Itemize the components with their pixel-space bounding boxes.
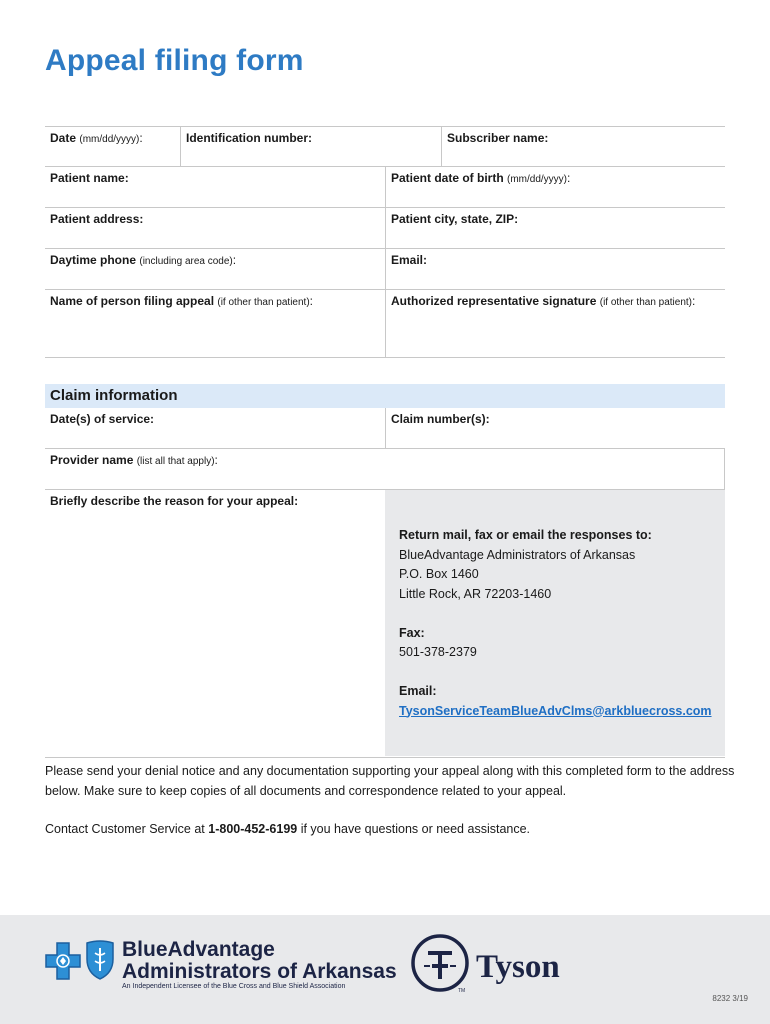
identification-number-field[interactable] [180, 127, 441, 167]
patient-name-field[interactable] [45, 167, 385, 208]
fax-number: 501-378-2379 [399, 645, 477, 659]
filer-name-colon: : [309, 294, 313, 308]
patient-dob-colon: : [567, 171, 571, 185]
contact-before: Contact Customer Service at [45, 822, 209, 836]
return-email-link[interactable]: TysonServiceTeamBlueAdvClms@arkbluecross.com [399, 703, 712, 718]
signature-hint: (if other than patient) [599, 297, 693, 308]
blueadvantage-logo-text [122, 939, 397, 983]
return-org: BlueAdvantage Administrators of Arkansas [399, 547, 636, 562]
signature-field[interactable] [385, 290, 725, 357]
return-address-panel [385, 490, 725, 756]
fax-label: Fax: [399, 625, 425, 640]
patient-city-field[interactable] [385, 208, 725, 249]
patient-name-label: Patient name: [50, 171, 129, 185]
patient-dob-label: Patient date of birth [391, 171, 504, 185]
page-title: Appeal filing form [45, 44, 304, 77]
contact-after: if you have questions or need assistance. [297, 822, 531, 836]
appeal-reason-label: Briefly describe the reason for your appeal: [50, 494, 299, 508]
customer-service-phone[interactable]: 1-800-452-6199 [208, 822, 298, 836]
patient-address-label: Patient address: [50, 212, 144, 226]
subscriber-name-label: Subscriber name: [447, 131, 549, 145]
patient-city-label: Patient city, state, ZIP: [391, 212, 519, 226]
claim-numbers-label: Claim number(s): [391, 412, 490, 426]
identification-number-label: Identification number: [186, 131, 312, 145]
return-heading: Return mail, fax or email the responses to: [399, 528, 652, 542]
patient-dob-hint: (mm/dd/yyyy) [507, 174, 568, 185]
appeal-reason-field[interactable] [45, 490, 385, 757]
footer [0, 915, 770, 1024]
daytime-phone-hint: (including area code) [139, 256, 233, 267]
form-row-address [45, 207, 725, 249]
tyson-wordmark: Tyson [476, 949, 560, 985]
date-colon: : [139, 131, 143, 145]
form-row-patient [45, 166, 725, 208]
tyson-logo-icon [410, 933, 470, 993]
provider-name-colon: : [214, 453, 218, 467]
claim-section-heading: Claim information [45, 384, 725, 408]
form-row-claim [45, 408, 725, 448]
ba-line-2: Administrators of Arkansas [122, 960, 397, 983]
email-field[interactable] [385, 249, 725, 290]
instructions-text: Please send your denial notice and any documentation supporting your appeal along with this completed form to the address below. Make sure to keep copies of all documents and correspondence related to your appeal. [45, 764, 735, 798]
form-code: 8232 3/19 [712, 994, 748, 1003]
daytime-phone-field[interactable] [45, 249, 385, 290]
daytime-phone-colon: : [232, 253, 237, 267]
filer-name-label: Name of person filing appeal [50, 294, 215, 308]
provider-name-hint: (list all that apply) [136, 456, 215, 467]
patient-address-field[interactable] [45, 208, 385, 249]
service-dates-field[interactable] [45, 408, 385, 448]
subscriber-name-field[interactable] [441, 127, 725, 167]
licensee-note: An Independent Licensee of the Blue Cross and Blue Shield Association [122, 983, 346, 990]
contact-text [45, 820, 735, 840]
provider-name-field[interactable] [45, 449, 724, 489]
filer-name-hint: (if other than patient) [217, 297, 310, 308]
form-row-contact [45, 248, 725, 290]
service-dates-label: Date(s) of service: [50, 412, 155, 426]
email-label: Email: [391, 253, 428, 267]
return-email-label: Email: [399, 684, 437, 698]
signature-label: Authorized representative signature [391, 294, 597, 308]
blue-shield-logo [84, 939, 116, 981]
form-row-date [45, 126, 725, 167]
patient-dob-field[interactable] [385, 167, 725, 208]
daytime-phone-label: Daytime phone [50, 253, 137, 267]
claim-numbers-field[interactable] [385, 408, 725, 448]
ba-line-1: BlueAdvantage [122, 938, 275, 961]
form-row-provider [45, 448, 725, 489]
filer-name-field[interactable] [45, 290, 385, 357]
return-po-box: P.O. Box 1460 [399, 567, 479, 581]
form-row-filer [45, 289, 725, 358]
date-hint: (mm/dd/yyyy) [79, 134, 140, 145]
date-field[interactable] [45, 127, 180, 167]
trademark-mark: TM [458, 988, 466, 994]
provider-name-label: Provider name [50, 453, 134, 467]
blue-cross-logo [44, 941, 82, 981]
return-city: Little Rock, AR 72203-1460 [399, 586, 552, 601]
signature-colon: : [692, 294, 696, 308]
date-label: Date [50, 131, 77, 145]
